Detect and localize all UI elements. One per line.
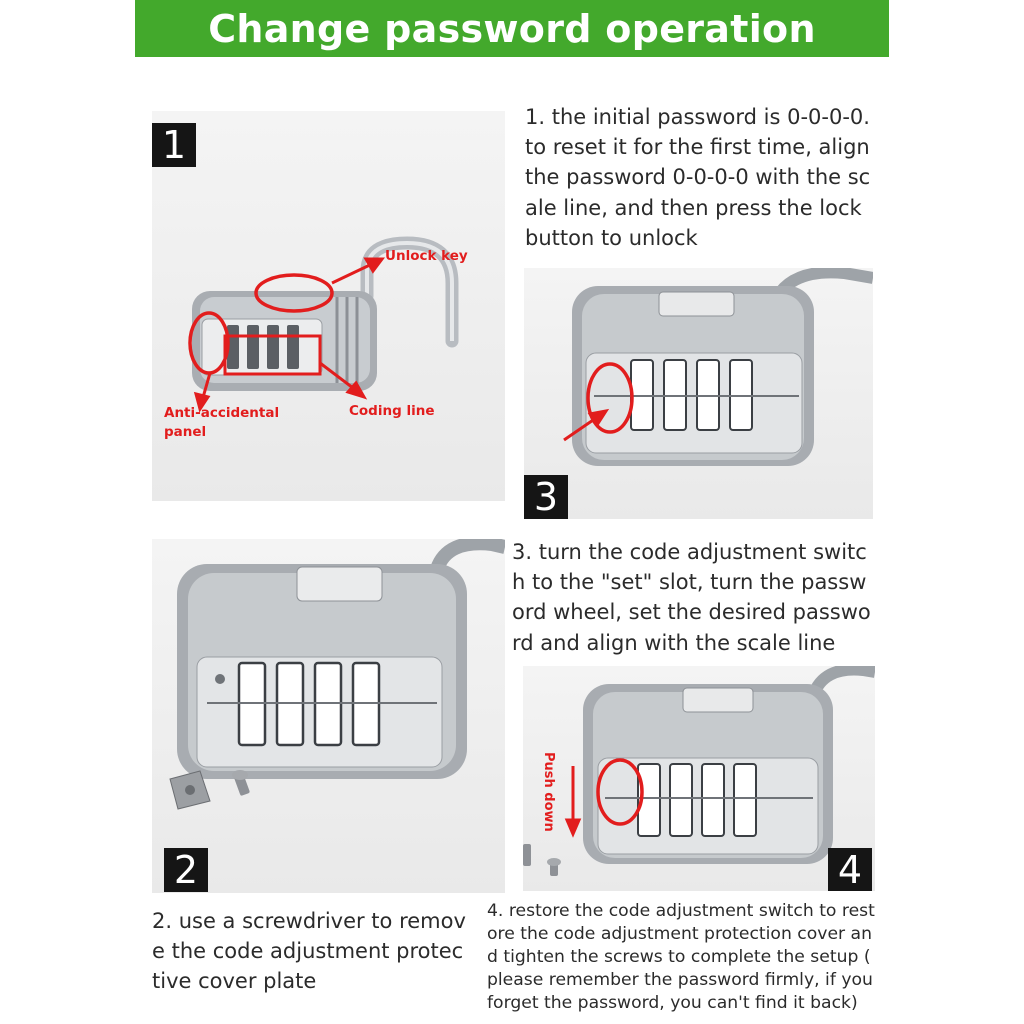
step-4-number: 4	[828, 848, 872, 891]
step-3-photo	[524, 268, 873, 519]
coding-line-label: Coding line	[349, 403, 435, 419]
screw-icon	[547, 858, 561, 876]
padlock-photo-3	[524, 268, 873, 519]
step-3-number: 3	[524, 475, 568, 519]
padlock-photo-2	[152, 539, 505, 893]
padlock-photo-1	[152, 111, 505, 501]
screw-icon	[232, 770, 250, 796]
header-banner	[135, 0, 889, 57]
page-title: Change password operation	[208, 6, 816, 51]
unlock-key-label: Unlock key	[385, 248, 468, 264]
step-4-text: 4. restore the code adjustment switch to rest ore the code adjustment protection cover an d tighten the screws to complete the setup ( please remember the password firmly, if you forget the password, you can't find it back)	[487, 901, 875, 1013]
padlock-photo-4	[523, 666, 875, 891]
step-1-photo	[152, 111, 505, 501]
step-2-text: 2. use a screwdriver to remov e the code adjustment protec tive cover plate	[152, 909, 466, 994]
step-4-photo	[523, 666, 875, 891]
anti-accidental-panel-label: Anti-accidental panel	[164, 405, 280, 440]
step-1-number: 1	[152, 123, 196, 167]
step-1-text: 1. the initial password is 0-0-0-0. to reset it for the first time, align the password 0-0-0-0 with the sc ale line, and then press the lock button to unlock	[525, 105, 871, 250]
step-2-number: 2	[164, 848, 208, 892]
step-2-photo	[152, 539, 505, 893]
step-3-text: 3. turn the code adjustment switc h to the "set" slot, turn the passw ord wheel, set the desired passwo rd and align with the scale line	[512, 540, 871, 655]
push-down-label: Push down	[541, 752, 556, 832]
